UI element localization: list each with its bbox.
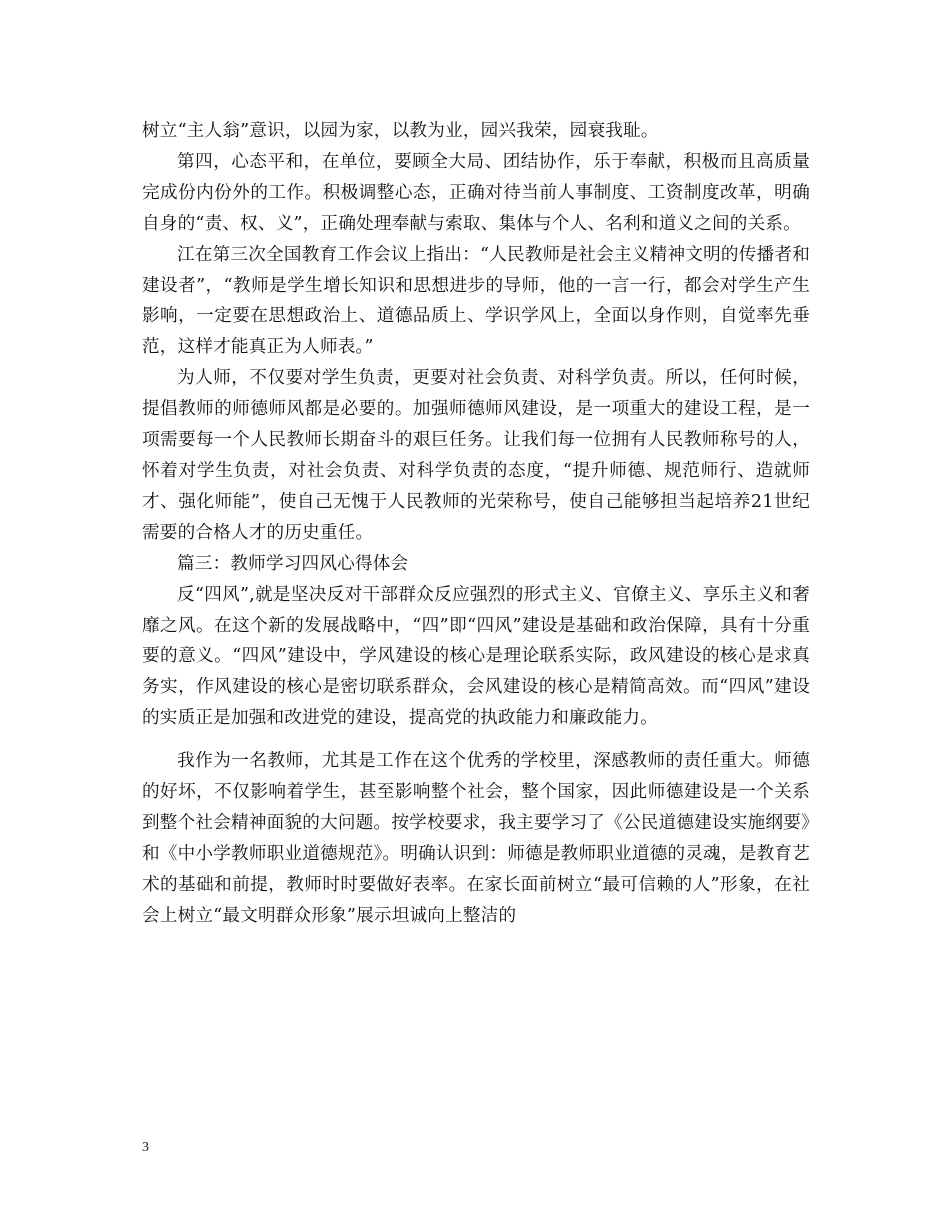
paragraph-quote: 江在第三次全国教育工作会议上指出：“人民教师是社会主义精神文明的传播者和建设者”，“教师是学生增长知识和思想进步的导师，他的一言一行，都会对学生产生影响，一定要在思想政治上、道德品质上、学识学风上，全面以身作则，自觉率先垂范，这样才能真正为人师表。” [142,244,810,358]
paragraph-teacher-responsibility: 为人师，不仅要对学生负责，更要对社会负责、对科学负责。所以，任何时候，提倡教师的师德师风都是必要的。加强师德师风建设，是一项重大的建设工程，是一项需要每一个人民教师长期奋斗的艰巨任务。让我们每一位拥有人民教师称号的人，怀着对学生负责，对社会负责、对科学负责的态度，“提升师德、规范师行、造就师才、强化师能”，使自己无愧于人民教师的光荣称号，使自己能够担当起培养21世纪需要的合格人才的历史重任。 [142,368,810,543]
paragraph-fourth-point: 第四，心态平和，在单位，要顾全大局、团结协作，乐于奉献，积极而且高质量完成份内份外的工作。积极调整心态，正确对待当前人事制度、工资制度改革，明确自身的“责、权、义”，正确处理奉献与索取、集体与个人、名利和道义之间的关系。 [142,151,810,234]
document-body [142,116,810,932]
paragraph-continuation: 树立“主人翁”意识，以园为家，以教为业，园兴我荣，园衰我耻。 [142,121,659,141]
paragraph-teacher-ethics: 我作为一名教师，尤其是工作在这个优秀的学校里，深感教师的责任重大。师德的好坏，不仅影响着学生，甚至影响整个社会，整个国家，因此师德建设是一个关系到整个社会精神面貌的大问题。按学校要求，我主要学习了《公民道德建设实施纲要》和《中小学教师职业道德规范》。明确认识到：师德是教师职业道德的灵魂，是教育艺术的基础和前提，教师时时要做好表率。在家长面前树立“最可信赖的人”形象，在社会上树立“最文明群众形象”展示坦诚向上整洁的 [142,751,810,926]
page-number: 3 [142,1140,149,1155]
paragraph-four-styles: 反“四风”,就是坚决反对干部群众反应强烈的形式主义、官僚主义、享乐主义和奢靡之风。在这个新的发展战略中，“四”即“四风”建设是基础和政治保障，具有十分重要的意义。“四风”建设中，学风建设的核心是理论联系实际，政风建设的核心是求真务实，作风建设的核心是密切联系群众，会风建设的核心是精简高效。而“四风”建设的实质正是加强和改进党的建设，提高党的执政能力和廉政能力。 [142,584,810,729]
section-heading: 篇三：教师学习四风心得体会 [177,553,409,574]
